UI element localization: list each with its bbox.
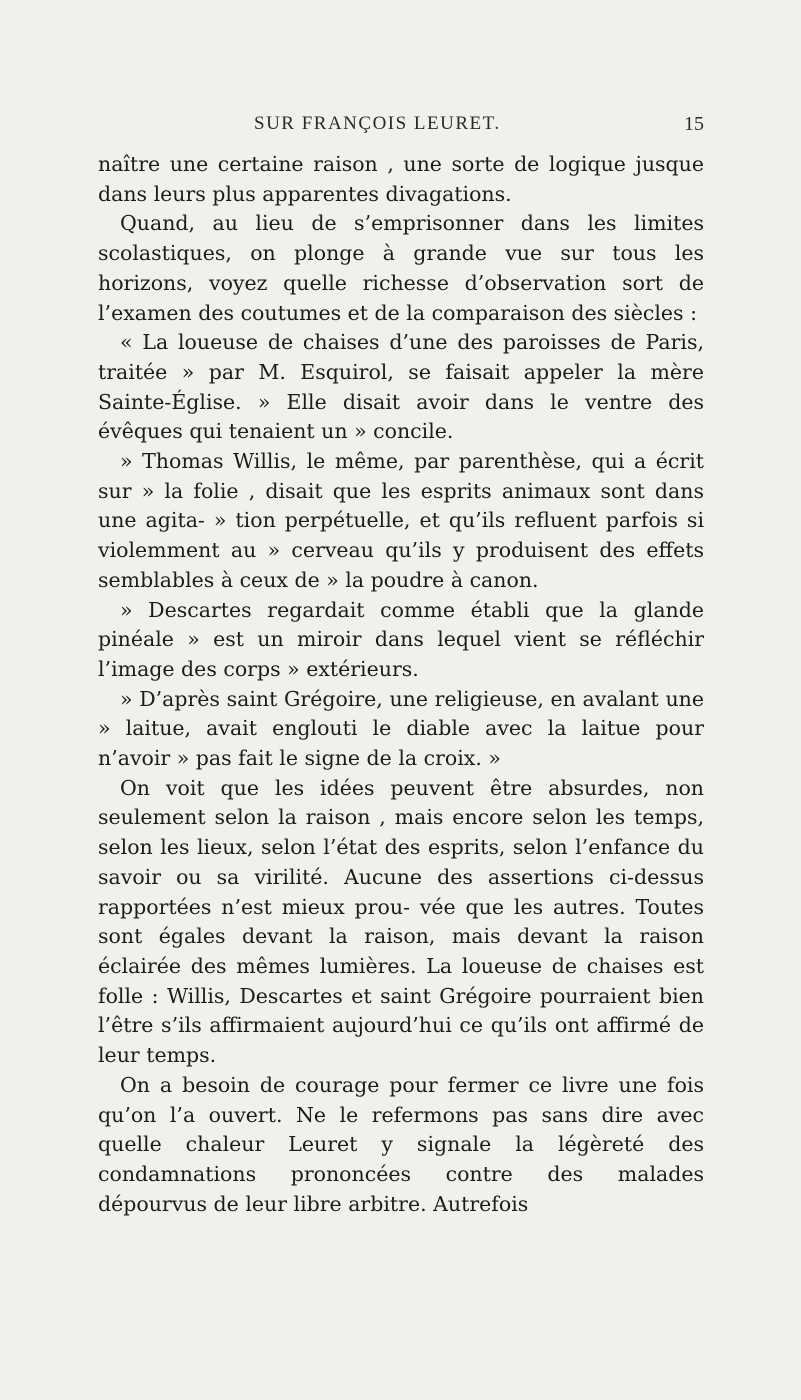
body-text (98, 150, 704, 1219)
running-header (218, 113, 704, 139)
running-title: SUR FRANÇOIS LEURET. (254, 113, 501, 134)
paragraph: Quand, au lieu de s’emprisonner dans les limites scolastiques, on plonge à grande vue sur tous les horizons, voyez quelle richesse d’observation sort de l’examen des coutumes et de la comparaison des siècles : (98, 211, 704, 325)
quotation-paragraph: » Thomas Willis, le même, par parenthèse, qui a écrit sur » la folie , disait que les esprits animaux sont dans une agita- » tion perpétuelle, et qu’ils refluent parfois si violemment au » cerveau qu’ils y produisent des effets semblables à ceux de » la poudre à canon. (98, 449, 704, 592)
quotation-paragraph: » D’après saint Grégoire, une religieuse, en avalant une » laitue, avait englouti le diable avec la laitue pour n’avoir » pas fait le signe de la croix. » (98, 686, 704, 771)
paragraph: On a besoin de courage pour fermer ce livre une fois qu’on l’a ouvert. Ne le refermons pas sans dire avec quelle chaleur Leuret y signale la légèreté des condamnations prononcées contre des malades dépourvus de leur libre arbitre. Autrefois (98, 1072, 704, 1216)
paragraph-continuation: naître une certaine raison , une sorte de logique jusque dans leurs plus apparentes divagations. (98, 152, 704, 206)
page-number: 15 (684, 113, 704, 135)
quotation-paragraph: « La loueuse de chaises d’une des paroisses de Paris, traitée » par M. Esquirol, se faisait appeler la mère Sainte-Église. » Elle disait avoir dans le ventre des évêques qui tenaient un » concile. (98, 330, 704, 444)
paragraph: On voit que les idées peuvent être absurdes, non seulement selon la raison , mais encore selon les temps, selon les lieux, selon l’état des esprits, selon l’enfance du savoir ou sa virilité. Aucune des assertions ci-dessus rapportées n’est mieux prou- vée que les autres. Toutes sont égales devant la raison, mais devant la raison éclairée des mêmes lumières. La loueuse de chaises est folle : Willis, Descartes et saint Grégoire pourraient bien l’être s’ils affirmaient aujourd’hui ce qu’ils ont affirmé de leur temps. (98, 775, 704, 1068)
quotation-paragraph: » Descartes regardait comme établi que la glande pinéale » est un miroir dans lequel vient se réfléchir l’image des corps » extérieurs. (98, 597, 704, 681)
